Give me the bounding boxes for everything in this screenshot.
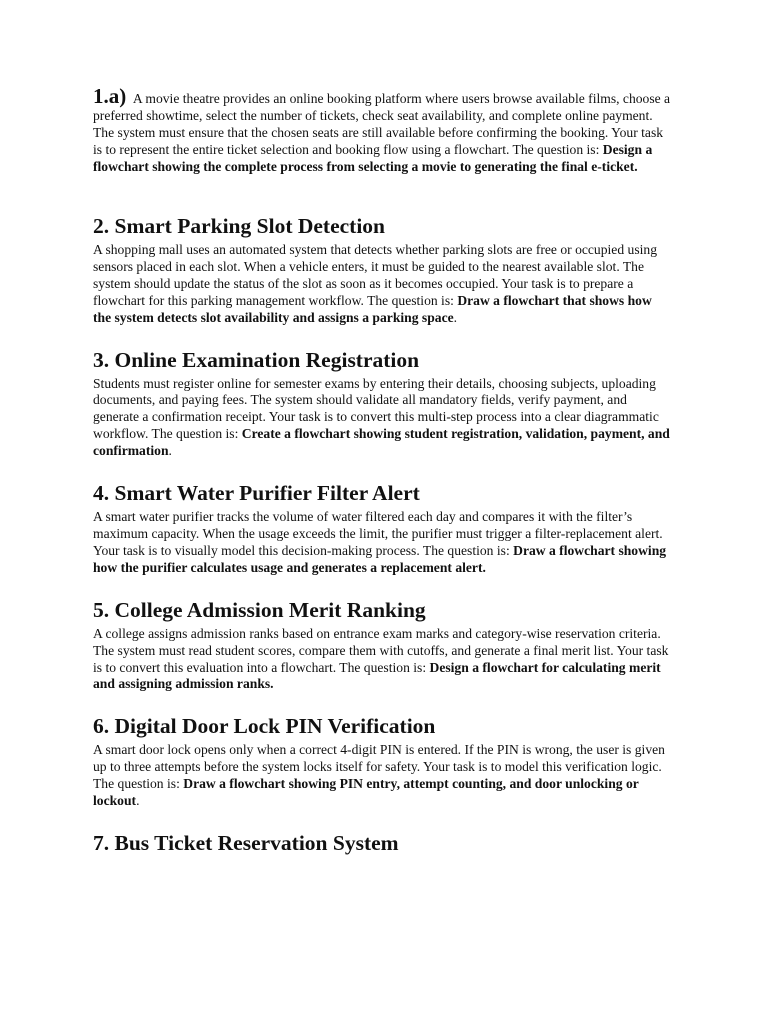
- section-6-title: 6. Digital Door Lock PIN Verification: [93, 714, 436, 739]
- section-4-text: A smart water purifier tracks the volume of water filtered each day and compares it with the filter’s maximum capacity. When the usage exceeds the limit, the purifier must trigger a filter-replacement alert. Your task is to visually model this decision-making process. The question is:: [93, 509, 663, 558]
- question-1a-number: 1.a): [93, 84, 127, 108]
- section-6-bold: Draw a flowchart showing PIN entry, attempt counting, and door unlocking or lockout: [93, 776, 639, 809]
- section-3-text: Students must register online for semester exams by entering their details, choosing subjects, uploading documents, and paying fees. The system should validate all mandatory fields, verify payment, and generate a confirmation receipt. Your task is to convert this multi-step process into a clear diagrammatic workflow. The question is:: [93, 375, 659, 442]
- question-1a-bold: Design a flowchart showing the complete process from selecting a movie to generating the final e-ticket.: [93, 142, 653, 174]
- section-6-body: [93, 742, 673, 810]
- section-2-body: [93, 242, 673, 327]
- section-5-text: A college assigns admission ranks based on entrance exam marks and category-wise reservation criteria. The system must read student scores, compare them with cutoffs, and generate a final merit list. Your task is to convert this evaluation into a flowchart. The question is:: [93, 625, 669, 675]
- question-1a-text: A movie theatre provides an online booking platform where users browse available films, choose a preferred showtime, select the number of tickets, check seat availability, and complete online payment. The system must ensure that the chosen seats are still available before confirming the booking. Your task is to represent the entire ticket selection and booking flow using a flowchart. The question is:: [93, 91, 671, 157]
- section-4: [93, 480, 673, 577]
- section-7-title: 7. Bus Ticket Reservation System: [93, 830, 399, 855]
- section-6-tail: .: [136, 793, 140, 809]
- section-3: [93, 347, 673, 461]
- document-page: [93, 84, 673, 859]
- section-6: [93, 713, 673, 810]
- section-4-bold: Draw a flowchart showing how the purifier calculates usage and generates a replacement alert.: [93, 542, 667, 575]
- section-4-body: [93, 509, 673, 577]
- section-2: [93, 213, 673, 327]
- section-3-body: [93, 376, 673, 461]
- section-2-title: 2. Smart Parking Slot Detection: [93, 214, 386, 238]
- section-2-bold: Draw a flowchart that shows how the system detects slot availability and assigns a parking space: [93, 292, 652, 325]
- section-5-bold: Design a flowchart for calculating merit and assigning admission ranks.: [93, 659, 661, 692]
- section-2-text: A shopping mall uses an automated system that detects whether parking slots are free or occupied using sensors placed in each slot. When a vehicle enters, it must be guided to the nearest available slot. The system should update the status of the slot as soon as it becomes occupied. Your task is to prepare a flowchart for this parking management workflow. The question is:: [93, 242, 657, 308]
- section-5: [93, 597, 673, 694]
- section-5-body: [93, 626, 673, 694]
- section-4-title: 4. Smart Water Purifier Filter Alert: [93, 481, 420, 506]
- question-1a: [93, 84, 673, 175]
- section-3-title: 3. Online Examination Registration: [93, 347, 420, 372]
- section-3-tail: .: [168, 443, 172, 459]
- section-6-text: A smart door lock opens only when a correct 4-digit PIN is entered. If the PIN is wrong, the user is given up to three attempts before the system locks itself for safety. Your task is to model this verification logic. The question is:: [93, 742, 665, 792]
- section-2-tail: .: [453, 309, 458, 325]
- section-7: [93, 830, 673, 856]
- section-5-title: 5. College Admission Merit Ranking: [93, 597, 426, 622]
- section-3-bold: Create a flowchart showing student registration, validation, payment, and confirmation: [93, 426, 670, 459]
